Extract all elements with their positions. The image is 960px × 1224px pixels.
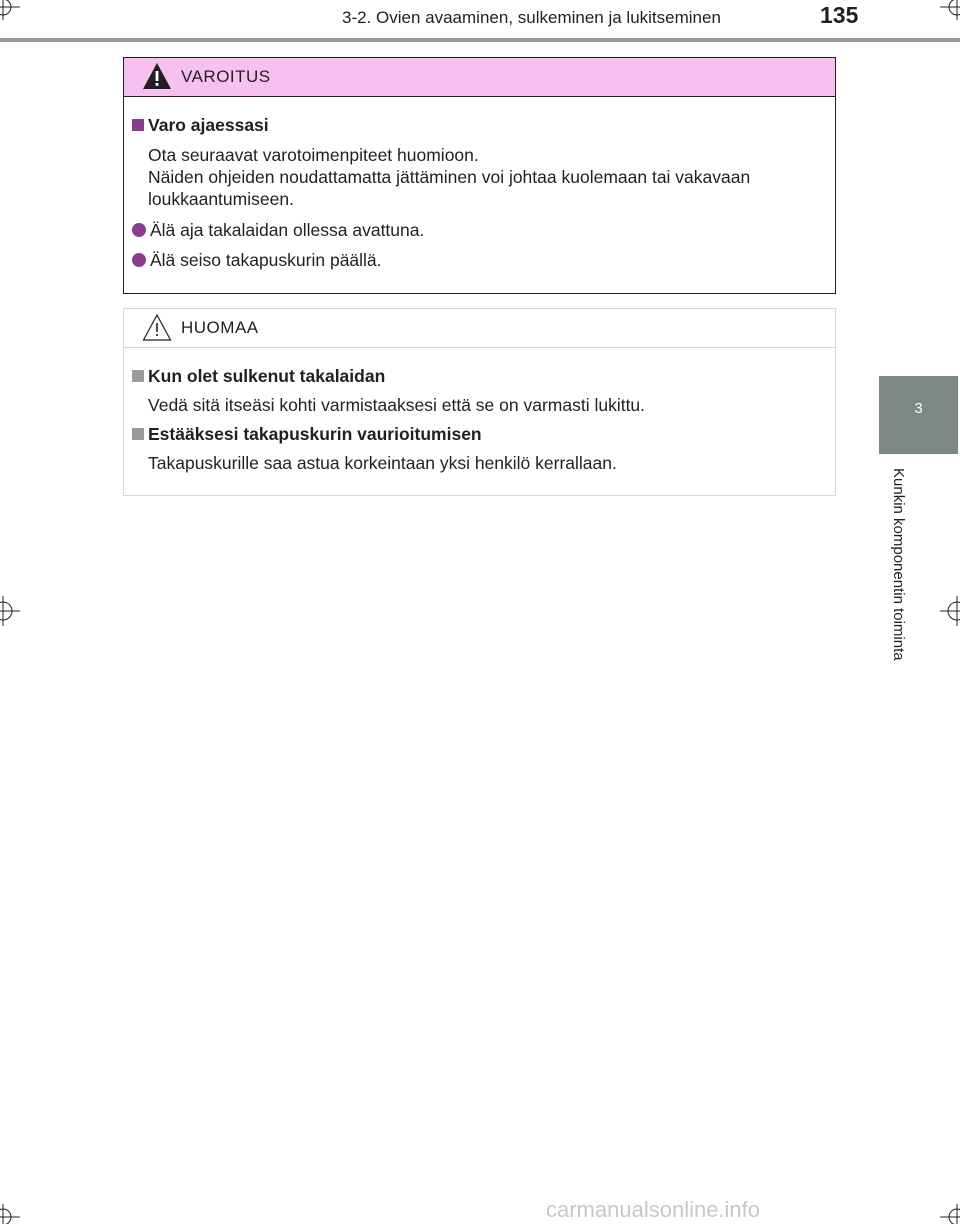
header-divider — [0, 38, 960, 42]
notice-item-title: Kun olet sulkenut takalaidan — [148, 366, 386, 386]
round-bullet-icon — [132, 223, 146, 237]
chapter-title: Kunkin komponentin toiminta — [890, 468, 907, 661]
warning-header — [124, 58, 835, 97]
notice-item-text: Vedä sitä itseäsi kohti varmistaaksesi että se on varmasti lukittu. — [148, 395, 646, 415]
notice-triangle-icon — [142, 313, 172, 341]
notice-box — [123, 308, 836, 496]
crop-mark-icon — [0, 1204, 20, 1224]
warning-bullet: Älä seiso takapuskurin päällä. — [150, 250, 382, 270]
chapter-tab[interactable] — [879, 376, 958, 454]
warning-bullet: Älä aja takalaidan ollessa avattuna. — [150, 220, 425, 240]
square-bullet-icon — [132, 428, 144, 440]
warning-intro-line: Ota seuraavat varotoimenpiteet huomioon. — [148, 145, 479, 165]
crop-mark-icon — [940, 596, 960, 626]
notice-heading: HUOMAA — [181, 318, 259, 337]
watermark: carmanualsonline.info — [546, 1197, 761, 1222]
notice-item-text: Takapuskurille saa astua korkeintaan yksi henkilö kerrallaan. — [148, 453, 617, 473]
notice-header — [124, 309, 835, 348]
round-bullet-icon — [132, 253, 146, 267]
warning-box — [123, 57, 836, 294]
warning-intro-line: loukkaantumiseen. — [148, 189, 294, 209]
square-bullet-icon — [132, 119, 144, 131]
section-title: 3-2. Ovien avaaminen, sulkeminen ja lukitseminen — [342, 8, 721, 27]
crop-mark-icon — [940, 0, 960, 20]
warning-heading: VAROITUS — [181, 67, 271, 86]
warning-section-title: Varo ajaessasi — [148, 115, 269, 135]
square-bullet-icon — [132, 370, 144, 382]
page-number: 135 — [820, 2, 859, 28]
crop-mark-icon — [0, 0, 20, 20]
warning-intro-line: Näiden ohjeiden noudattamatta jättäminen voi johtaa kuolemaan tai vakavaan — [148, 167, 751, 187]
notice-item-title: Estääksesi takapuskurin vaurioitumisen — [148, 424, 482, 444]
chapter-number: 3 — [914, 400, 923, 417]
crop-mark-icon — [0, 596, 20, 626]
warning-triangle-icon — [142, 62, 172, 90]
crop-mark-icon — [940, 1204, 960, 1224]
